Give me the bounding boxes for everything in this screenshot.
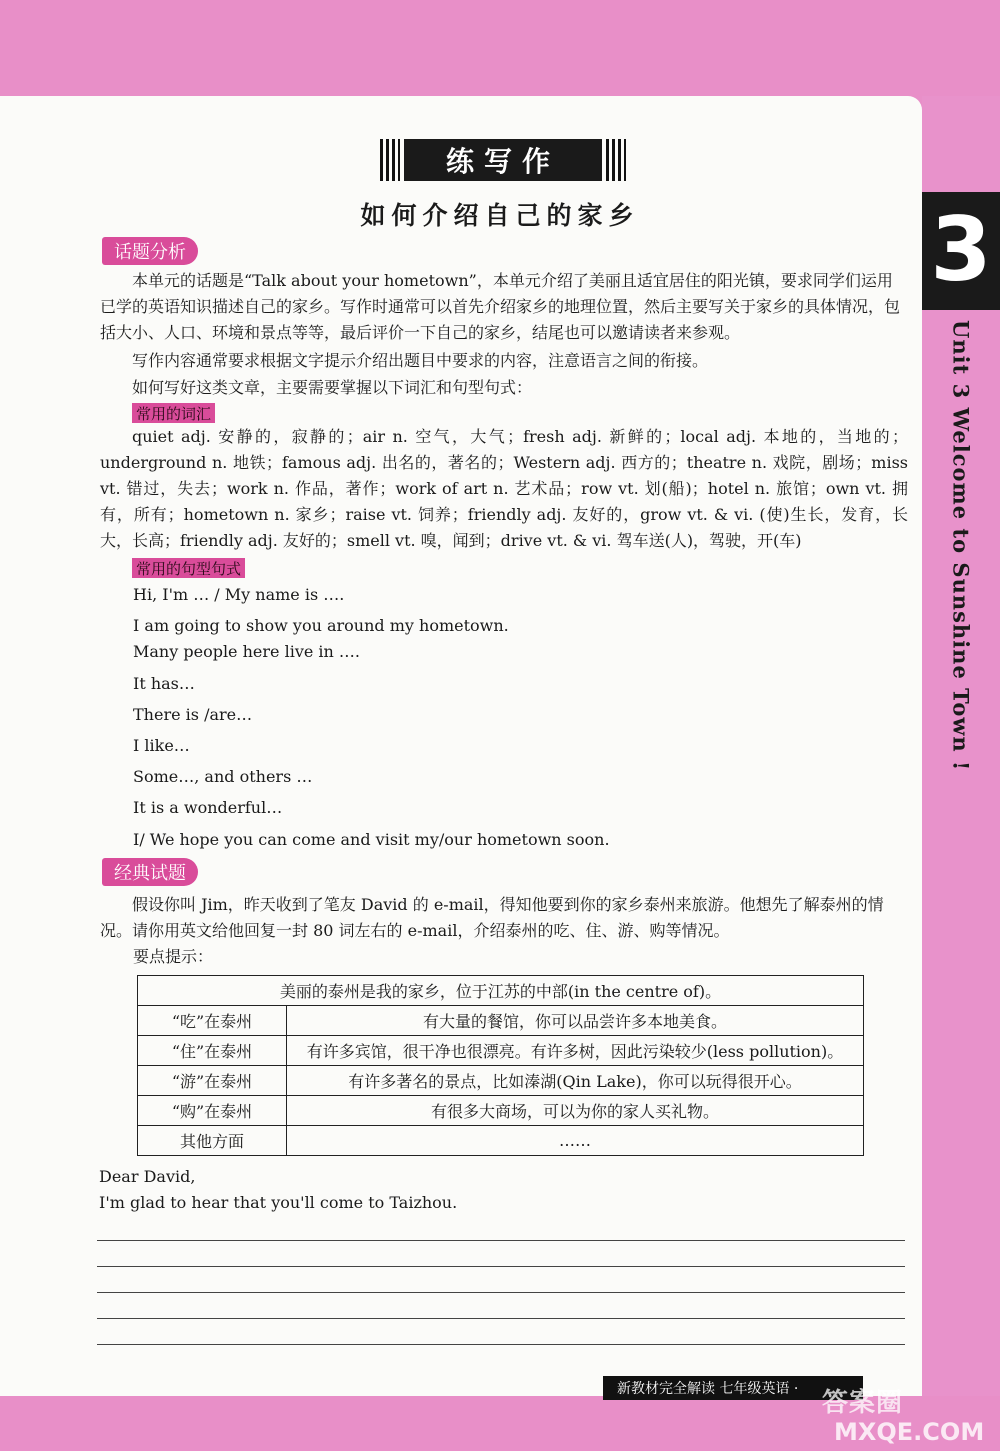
pattern-line: Some…, and others …: [133, 767, 313, 786]
stripe-left: [380, 139, 400, 181]
table-key-cell: “游”在泰州: [138, 1066, 287, 1096]
unit-title: Unit 3 Welcome to Sunshine Town !: [948, 320, 974, 772]
letter-greeting: Dear David,: [99, 1167, 196, 1186]
writing-line: [97, 1240, 905, 1241]
pattern-line: There is /are…: [133, 705, 253, 724]
watermark-logo: 答案圈: [822, 1388, 904, 1418]
unit-title-vertical: [922, 320, 1000, 772]
table-header-cell: 美丽的泰州是我的家乡，位于江苏的中部(in the centre of)。: [138, 976, 864, 1006]
table-key-cell: “吃”在泰州: [138, 1006, 287, 1036]
vocab-tag: 常用的词汇: [132, 403, 215, 423]
table-value-cell: ……: [287, 1126, 864, 1156]
exercise-prompt: 假设你叫 Jim，昨天收到了笔友 David 的 e-mail，得知他要到你的家乡泰州来旅游。他想先了解泰州的情况。请你用英文给他回复一封 80 词左右的 e-mail，介绍泰州的吃、住、游、购等情况。: [100, 895, 884, 940]
table-row: [138, 1126, 864, 1156]
writing-line: [97, 1344, 905, 1345]
hints-table: [137, 975, 864, 1156]
classic-exercise-tag: 经典试题: [102, 858, 198, 886]
writing-line: [97, 1318, 905, 1319]
table-row: [138, 1036, 864, 1066]
pattern-line: Many people here live in ….: [133, 642, 361, 661]
section-title-bar: [380, 139, 626, 181]
table-row: [138, 1096, 864, 1126]
watermark-url: MXQE.COM: [834, 1418, 985, 1446]
hint-label: 要点提示：: [133, 947, 214, 966]
table-value-cell: 有很多大商场，可以为你的家人买礼物。: [287, 1096, 864, 1126]
topic-paragraph-2: 写作内容通常要求根据文字提示介绍出题目中要求的内容，注意语言之间的衔接。: [132, 351, 709, 370]
table-value-cell: 有大量的餐馆，你可以品尝许多本地美食。: [287, 1006, 864, 1036]
pattern-line: I am going to show you around my hometown.: [133, 616, 509, 635]
topic-paragraph-1: 本单元的话题是“Talk about your hometown”，本单元介绍了美丽且适宜居住的阳光镇，要求同学们运用已学的英语知识描述自己的家乡。写作时通常可以首先介绍家乡的地理位置，然后主要写关于家乡的具体情况，包括大小、人口、环境和景点等等，最后评价一下自己的家乡，结尾也可以邀请读者来参观。: [100, 271, 901, 342]
footer-text: 新教材完全解读 七年级英语 ·: [617, 1381, 799, 1397]
writing-line: [97, 1266, 905, 1267]
pattern-line: I/ We hope you can come and visit my/our hometown soon.: [133, 830, 610, 849]
table-row: [138, 1066, 864, 1096]
pattern-line: It is a wonderful…: [133, 798, 283, 817]
writing-line: [97, 1292, 905, 1293]
unit-number: 3: [930, 197, 992, 301]
topic-paragraph-3: 如何写好这类文章，主要需要掌握以下词汇和句型句式：: [132, 378, 533, 397]
page-subtitle: 如何介绍自己的家乡: [360, 201, 640, 230]
vocab-text: quiet adj. 安静的，寂静的；air n. 空气，大气；fresh adj. 新鲜的；local adj. 本地的，当地的；underground n. 地铁；famous adj. 出名的，著名的；Western adj. 西方的；theatre n. 戏院，剧场；miss vt. 错过，失去；work n. 作品，著作；work of art n. 艺术品；row vt. 划(船)；hotel n. 旅馆；own vt. 拥有，所有；hometown n. 家乡；raise vt. 饲养；friendly adj. 友好的，grow vt. & vi. (使)生长，发育，长大，长高；friendly adj. 友好的；smell vt. 嗅，闻到；drive vt. & vi. 驾车送(人)，驾驶，开(车): [100, 427, 908, 550]
table-row: [138, 976, 864, 1006]
pattern-line: I like…: [133, 736, 190, 755]
table-value-cell: 有许多著名的景点，比如溱湖(Qin Lake)，你可以玩得很开心。: [287, 1066, 864, 1096]
table-row: [138, 1006, 864, 1036]
section-title: 练写作: [404, 139, 602, 181]
topic-analysis-tag: 话题分析: [102, 237, 198, 265]
table-key-cell: 其他方面: [138, 1126, 287, 1156]
table-key-cell: “购”在泰州: [138, 1096, 287, 1126]
letter-opening: I'm glad to hear that you'll come to Taizhou.: [99, 1193, 458, 1212]
pattern-line: It has…: [133, 674, 195, 693]
unit-number-block: [922, 192, 1000, 310]
table-key-cell: “住”在泰州: [138, 1036, 287, 1066]
pattern-line: Hi, I'm … / My name is ….: [133, 585, 345, 604]
stripe-right: [606, 139, 626, 181]
table-value-cell: 有许多宾馆，很干净也很漂亮。有许多树，因此污染较少(less pollution)。: [287, 1036, 864, 1066]
patterns-tag: 常用的句型句式: [132, 558, 245, 578]
